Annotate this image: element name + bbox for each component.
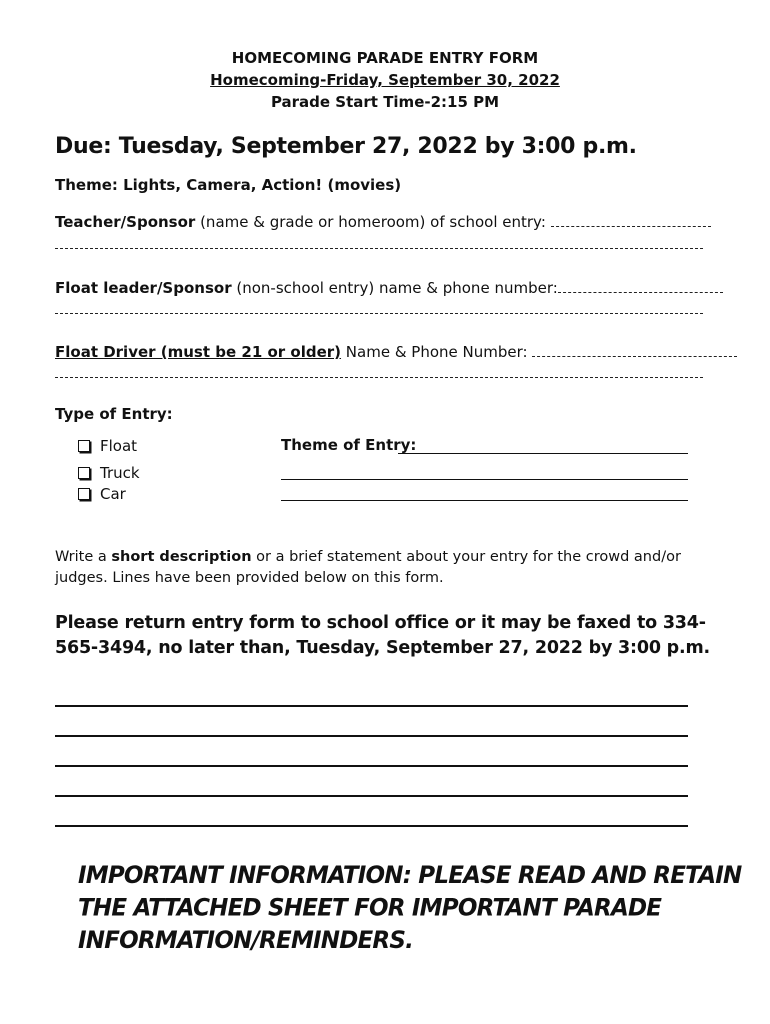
- option-float[interactable]: [78, 437, 137, 455]
- option-truck-label: Truck: [100, 464, 140, 482]
- driver-label: Float Driver (must be 21 or older): [55, 343, 342, 361]
- theme-of-entry-label: Theme of Entry:: [281, 436, 417, 454]
- description-line-5[interactable]: [55, 825, 688, 827]
- float-leader-row: [55, 278, 723, 297]
- description-bold: short description: [111, 549, 252, 565]
- theme-of-entry-field-line3[interactable]: [281, 500, 688, 501]
- teacher-sponsor-field-line2[interactable]: [55, 248, 703, 249]
- teacher-sponsor-field[interactable]: [551, 212, 711, 227]
- description-line-2[interactable]: [55, 735, 688, 737]
- teacher-sponsor-label: Teacher/Sponsor: [55, 213, 196, 231]
- float-leader-label: Float leader/Sponsor: [55, 279, 232, 297]
- description-instructions: [55, 547, 715, 589]
- return-instructions: Please return entry form to school office or it may be faxed to 334-565-3494, no later than, Tuesday, September 27, 2022 by 3:00 p.m.: [55, 613, 710, 658]
- type-of-entry-label: Type of Entry:: [55, 405, 173, 423]
- description-line-4[interactable]: [55, 795, 688, 797]
- checkbox-icon[interactable]: [78, 467, 90, 479]
- float-leader-hint: (non-school entry) name & phone number:: [231, 279, 558, 297]
- parade-start-time: Parade Start Time-2:15 PM: [270, 93, 500, 111]
- description-line-3[interactable]: [55, 765, 688, 767]
- theme-of-entry-field[interactable]: [398, 453, 688, 454]
- checkbox-icon[interactable]: [78, 488, 90, 500]
- option-float-label: Float: [100, 437, 138, 455]
- teacher-sponsor-row: [55, 212, 711, 231]
- float-leader-field-line2[interactable]: [55, 313, 703, 314]
- theme-of-entry-field-line2[interactable]: [281, 479, 688, 480]
- checkbox-icon[interactable]: [78, 440, 90, 452]
- driver-hint: Name & Phone Number:: [341, 343, 533, 361]
- description-prefix: Write a: [55, 549, 112, 565]
- float-leader-field[interactable]: [558, 278, 723, 293]
- driver-field-line2[interactable]: [55, 377, 703, 378]
- homecoming-date: Homecoming-Friday, September 30, 2022: [210, 71, 560, 89]
- theme-line: Theme: Lights, Camera, Action! (movies): [55, 176, 402, 194]
- driver-row: [55, 342, 737, 361]
- driver-field[interactable]: [532, 342, 737, 357]
- due-date: Due: Tuesday, September 27, 2022 by 3:00 p.m.: [55, 134, 637, 159]
- form-title: HOMECOMING PARADE ENTRY FORM: [231, 49, 539, 67]
- teacher-sponsor-hint: (name & grade or homeroom) of school entry:: [195, 213, 551, 231]
- option-car-label: Car: [100, 485, 126, 503]
- option-truck[interactable]: [78, 464, 140, 482]
- option-car[interactable]: [78, 485, 126, 503]
- description-line-1[interactable]: [55, 705, 688, 707]
- important-information: IMPORTANT INFORMATION: PLEASE READ AND RETAIN THE ATTACHED SHEET FOR IMPORTANT PARADE INFORMATION/REMINDERS.: [78, 861, 742, 955]
- description-suffix: or a brief statement about your entry for the crowd and/or judges. Lines have been provided below on this form.: [55, 549, 681, 586]
